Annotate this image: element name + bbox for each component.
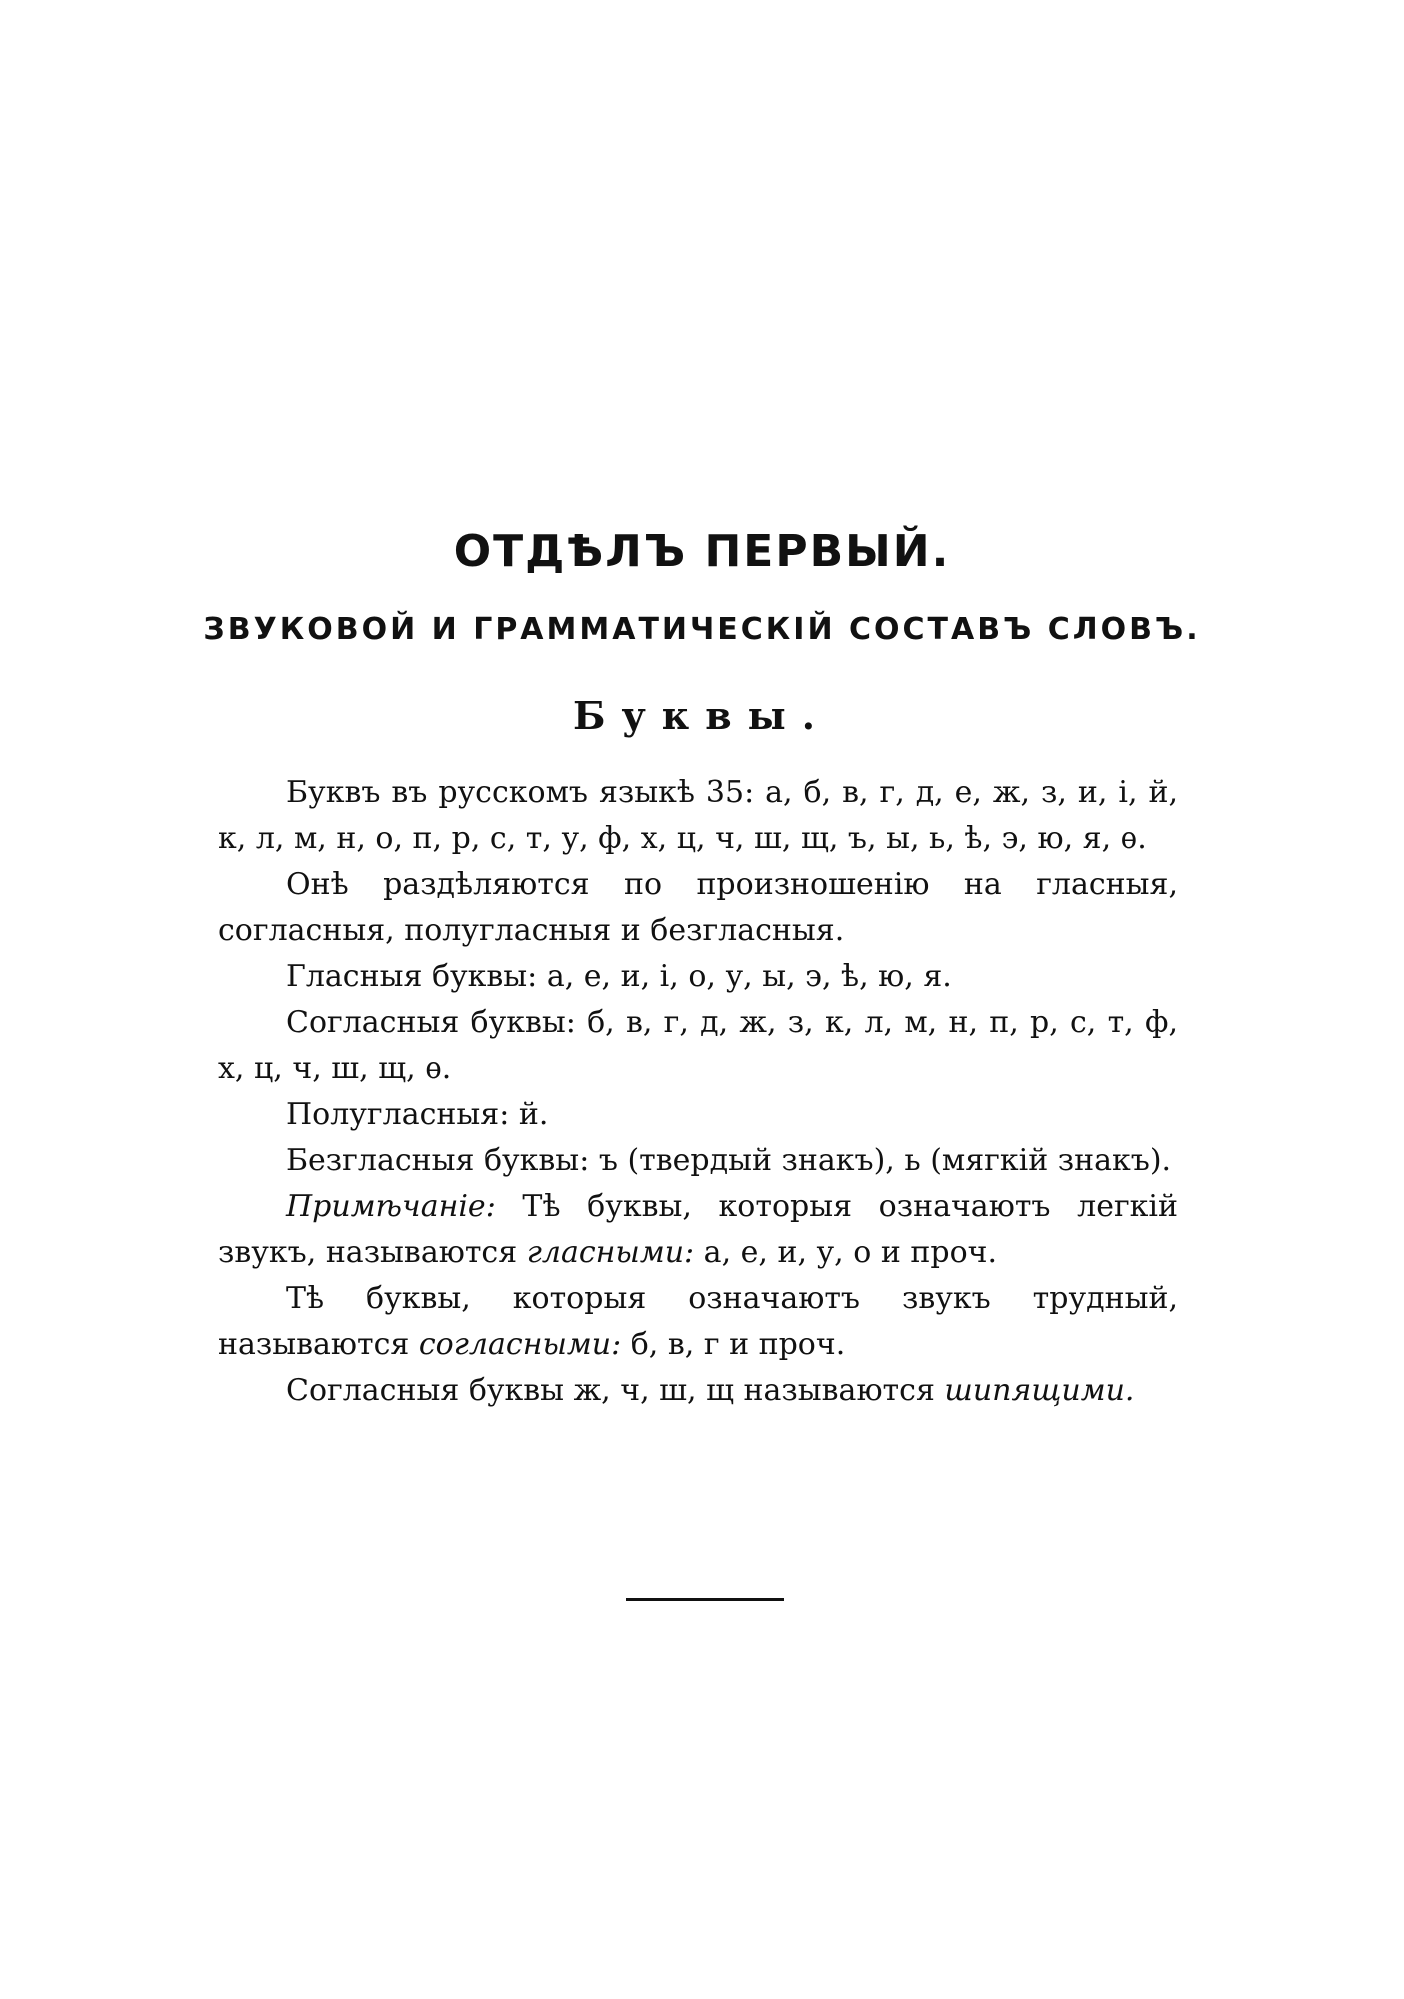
part-subtitle: ЗВУКОВОЙ И ГРАММАТИЧЕСКІЙ СОСТАВЪ СЛОВЪ. <box>203 612 1201 647</box>
paragraph-note <box>218 1184 1178 1276</box>
body-text <box>218 770 1178 1414</box>
part-title: ОТДѢЛЪ ПЕРВЫЙ. <box>453 526 951 577</box>
paragraph-vowels: Гласныя буквы: а, е, и, і, о, у, ы, э, ѣ, ю, я. <box>286 959 952 994</box>
paragraph-silent-letters: Безгласныя буквы: ъ (твердый знакъ), ь (мягкій знакъ). <box>286 1143 1172 1178</box>
paragraph-consonants: Согласныя буквы: б, в, г, д, ж, з, к, л, м, н, п, р, с, т, ф, х, ц, ч, ш, щ, ѳ. <box>218 1005 1178 1086</box>
note-text-b: а, е, и, у, о и проч. <box>694 1235 998 1270</box>
cons-text-a: Тѣ буквы, которыя означаютъ звукъ трудный, называются <box>218 1281 1178 1362</box>
term-consonants: согласными: <box>418 1327 622 1362</box>
section-heading: Буквы. <box>573 693 831 738</box>
term-sibilants: шипящими. <box>944 1373 1135 1408</box>
note-text-a: Тѣ буквы, которыя означаютъ легкій звукъ, называются <box>218 1189 1178 1270</box>
paragraph-consonants-definition <box>218 1276 1178 1368</box>
paragraph-semivowels: Полугласныя: й. <box>286 1097 549 1132</box>
paragraph-classification: Онѣ раздѣляются по произношенію на гласныя, согласныя, полугласныя и безгласныя. <box>218 867 1178 948</box>
paragraph-sibilants <box>218 1368 1178 1414</box>
sib-text-a: Согласныя буквы ж, ч, ш, щ называются <box>286 1373 945 1408</box>
note-label: Примѣчаніе: <box>286 1189 496 1224</box>
cons-text-b: б, в, г и проч. <box>621 1327 846 1362</box>
term-vowels: гласными: <box>526 1235 695 1270</box>
section-divider-rule <box>626 1598 784 1601</box>
paragraph-letter-count: Буквъ въ русскомъ языкѣ 35: а, б, в, г, д, е, ж, з, и, і, й, к, л, м, н, о, п, р, с, т, у, ф, х, ц, ч, ш, щ, ъ, ы, ь, ѣ, э, ю, я, ѳ. <box>218 775 1178 856</box>
